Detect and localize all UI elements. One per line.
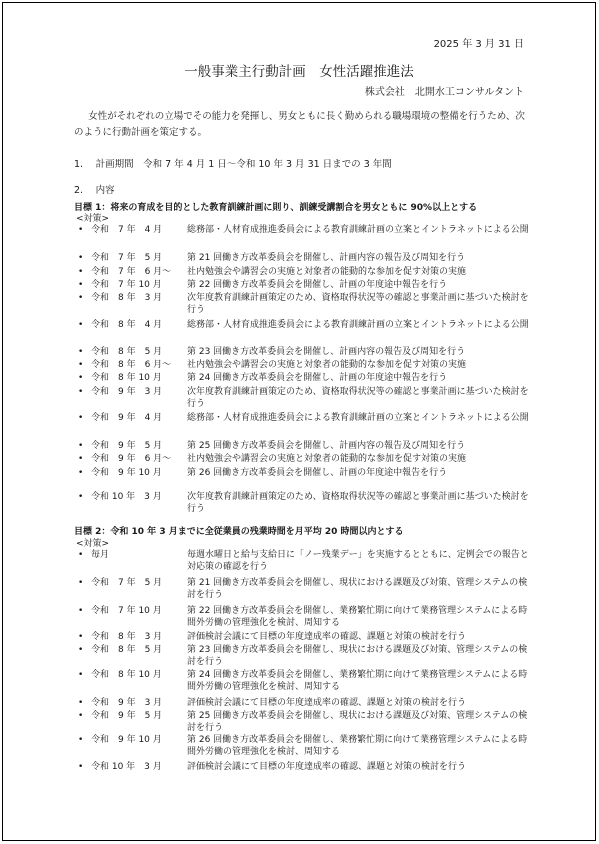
measure-description: 社内勉強会や講習会の実施と対象者の能動的な参加を促す対策の実施	[187, 360, 467, 370]
measure-description: 毎週水曜日と給与支給日に「ノー残業デー」を実施するとともに、定例会での報告と対応策の確認を行う	[187, 550, 529, 572]
measure-description: 評価検討会議にて目標の年度達成率の確認、課題と対策の検討を行う	[187, 762, 467, 772]
bullet-icon: •	[78, 578, 84, 588]
measure-description: 第 23 回働き方改革委員会を開催し、現状における課題及び対策、管理システムの検討を行う	[187, 645, 528, 667]
measure-schedule: 令和 8 年 5 月	[91, 347, 163, 357]
bullet-icon: •	[78, 698, 84, 708]
bullet-icon: •	[78, 441, 84, 451]
measure-schedule: 令和 8 年 5 月	[91, 645, 163, 655]
measure-description: 第 25 回働き方改革委員会を開催し、計画内容の報告及び周知を行う	[187, 441, 466, 451]
bullet-icon: •	[78, 225, 84, 235]
measure-schedule: 令和 9 年 10 月	[91, 735, 162, 745]
bullet-icon: •	[78, 387, 84, 397]
goal2-title: 目標 2：令和 10 年 3 月までに全従業員の残業時間を月平均 20 時間以内とする	[74, 527, 404, 537]
bullet-icon: •	[78, 253, 84, 263]
intro-paragraph: 女性がそれぞれの立場でその能力を発揮し、男女ともに長く勤められる職場環境の整備を行うため、次のように行動計画を策定する。	[74, 111, 525, 138]
bullet-icon: •	[78, 360, 84, 370]
document-date: 2025 年 3 月 31 日	[433, 39, 524, 50]
measure-schedule: 令和 7 年 6 月～	[91, 267, 172, 277]
measure-schedule: 令和 10 年 3 月	[91, 492, 162, 502]
measure-description: 社内勉強会や講習会の実施と対象者の能動的な参加を促す対策の実施	[187, 454, 467, 464]
measure-schedule: 令和 9 年 3 月	[91, 387, 163, 397]
measure-schedule: 令和 8 年 4 月	[91, 320, 163, 330]
measure-schedule: 毎月	[91, 550, 110, 560]
measure-description: 総務部・人材育成推進委員会による教育訓練計画の立案とイントラネットによる公開	[187, 225, 529, 235]
bullet-icon: •	[78, 413, 84, 423]
bullet-icon: •	[78, 468, 84, 478]
measure-description: 総務部・人材育成推進委員会による教育訓練計画の立案とイントラネットによる公開	[187, 413, 529, 423]
bullet-icon: •	[78, 711, 84, 721]
measure-schedule: 令和 9 年 3 月	[91, 698, 163, 708]
measure-description: 評価検討会議にて目標の年度達成率の確認、課題と対策の検討を行う	[187, 698, 467, 708]
bullet-icon: •	[78, 606, 84, 616]
bullet-icon: •	[78, 347, 84, 357]
measure-description: 次年度教育訓練計画策定のため、資格取得状況等の確認と事業計画に基づいた検討を行う	[187, 492, 529, 514]
measure-schedule: 令和 7 年 10 月	[91, 280, 162, 290]
measure-description: 第 24 回働き方改革委員会を開催し、計画の年度途中報告を行う	[187, 373, 448, 383]
measure-schedule: 令和 7 年 10 月	[91, 606, 162, 616]
document-title: 一般事業主行動計画 女性活躍推進法	[184, 64, 414, 80]
bullet-icon: •	[78, 492, 84, 502]
bullet-icon: •	[78, 670, 84, 680]
goal1-title: 目標 1：将来の育成を目的とした教育訓練計画に則り、訓練受講割合を男女ともに 90%以上とする	[74, 203, 478, 213]
measure-description: 総務部・人材育成推進委員会による教育訓練計画の立案とイントラネットによる公開	[187, 320, 529, 330]
measure-description: 評価検討会議にて目標の年度達成率の確認、課題と対策の検討を行う	[187, 632, 467, 642]
bullet-icon: •	[78, 762, 84, 772]
goal1-measures-label: <対策>	[76, 214, 110, 224]
measure-schedule: 令和 8 年 6 月～	[91, 360, 172, 370]
measure-schedule: 令和 10 年 3 月	[91, 762, 162, 772]
measure-schedule: 令和 7 年 4 月	[91, 225, 163, 235]
measure-description: 第 24 回働き方改革委員会を開催し、業務繁忙期に向けて業務管理システムによる時間外労働の管理強化を検討、周知する	[187, 670, 528, 692]
measure-description: 第 21 回働き方改革委員会を開催し、現状における課題及び対策、管理システムの検討を行う	[187, 578, 528, 600]
measure-description: 社内勉強会や講習会の実施と対象者の能動的な参加を促す対策の実施	[187, 267, 467, 277]
company-name: 株式会社 北開水工コンサルタント	[364, 87, 524, 98]
measure-description: 次年度教育訓練計画策定のため、資格取得状況等の確認と事業計画に基づいた検討を行う	[187, 387, 529, 409]
document-page	[2, 2, 596, 841]
measure-schedule: 令和 9 年 10 月	[91, 468, 162, 478]
bullet-icon: •	[78, 293, 84, 303]
measure-schedule: 令和 7 年 5 月	[91, 578, 163, 588]
measure-description: 第 25 回働き方改革委員会を開催し、現状における課題及び対策、管理システムの検討を行う	[187, 711, 528, 733]
measure-description: 第 26 回働き方改革委員会を開催し、計画の年度途中報告を行う	[187, 468, 448, 478]
measure-schedule: 令和 9 年 4 月	[91, 413, 163, 423]
measure-schedule: 令和 8 年 3 月	[91, 293, 163, 303]
measure-description: 第 26 回働き方改革委員会を開催し、業務繁忙期に向けて業務管理システムによる時間外労働の管理強化を検討、周知する	[187, 735, 528, 757]
bullet-icon: •	[78, 373, 84, 383]
measure-description: 第 23 回働き方改革委員会を開催し、計画内容の報告及び周知を行う	[187, 347, 466, 357]
measure-schedule: 令和 9 年 6 月～	[91, 454, 172, 464]
bullet-icon: •	[78, 550, 84, 560]
measure-description: 第 22 回働き方改革委員会を開催し、計画の年度途中報告を行う	[187, 280, 448, 290]
measure-description: 第 22 回働き方改革委員会を開催し、業務繁忙期に向けて業務管理システムによる時間外労働の管理強化を検討、周知する	[187, 606, 528, 628]
bullet-icon: •	[78, 632, 84, 642]
section-contents: 2. 内容	[74, 185, 115, 196]
bullet-icon: •	[78, 280, 84, 290]
measure-schedule: 令和 8 年 10 月	[91, 670, 162, 680]
measure-description: 次年度教育訓練計画策定のため、資格取得状況等の確認と事業計画に基づいた検討を行う	[187, 293, 529, 315]
section-plan-period: 1. 計画期間 令和 7 年 4 月 1 日～令和 10 年 3 月 31 日までの 3 年間	[74, 159, 392, 170]
measure-schedule: 令和 7 年 5 月	[91, 253, 163, 263]
measure-description: 第 21 回働き方改革委員会を開催し、計画内容の報告及び周知を行う	[187, 253, 466, 263]
bullet-icon: •	[78, 454, 84, 464]
bullet-icon: •	[78, 320, 84, 330]
measure-schedule: 令和 8 年 3 月	[91, 632, 163, 642]
bullet-icon: •	[78, 645, 84, 655]
bullet-icon: •	[78, 735, 84, 745]
bullet-icon: •	[78, 267, 84, 277]
goal2-measures-label: <対策>	[76, 539, 110, 549]
measure-schedule: 令和 9 年 5 月	[91, 441, 163, 451]
measure-schedule: 令和 8 年 10 月	[91, 373, 162, 383]
measure-schedule: 令和 9 年 5 月	[91, 711, 163, 721]
